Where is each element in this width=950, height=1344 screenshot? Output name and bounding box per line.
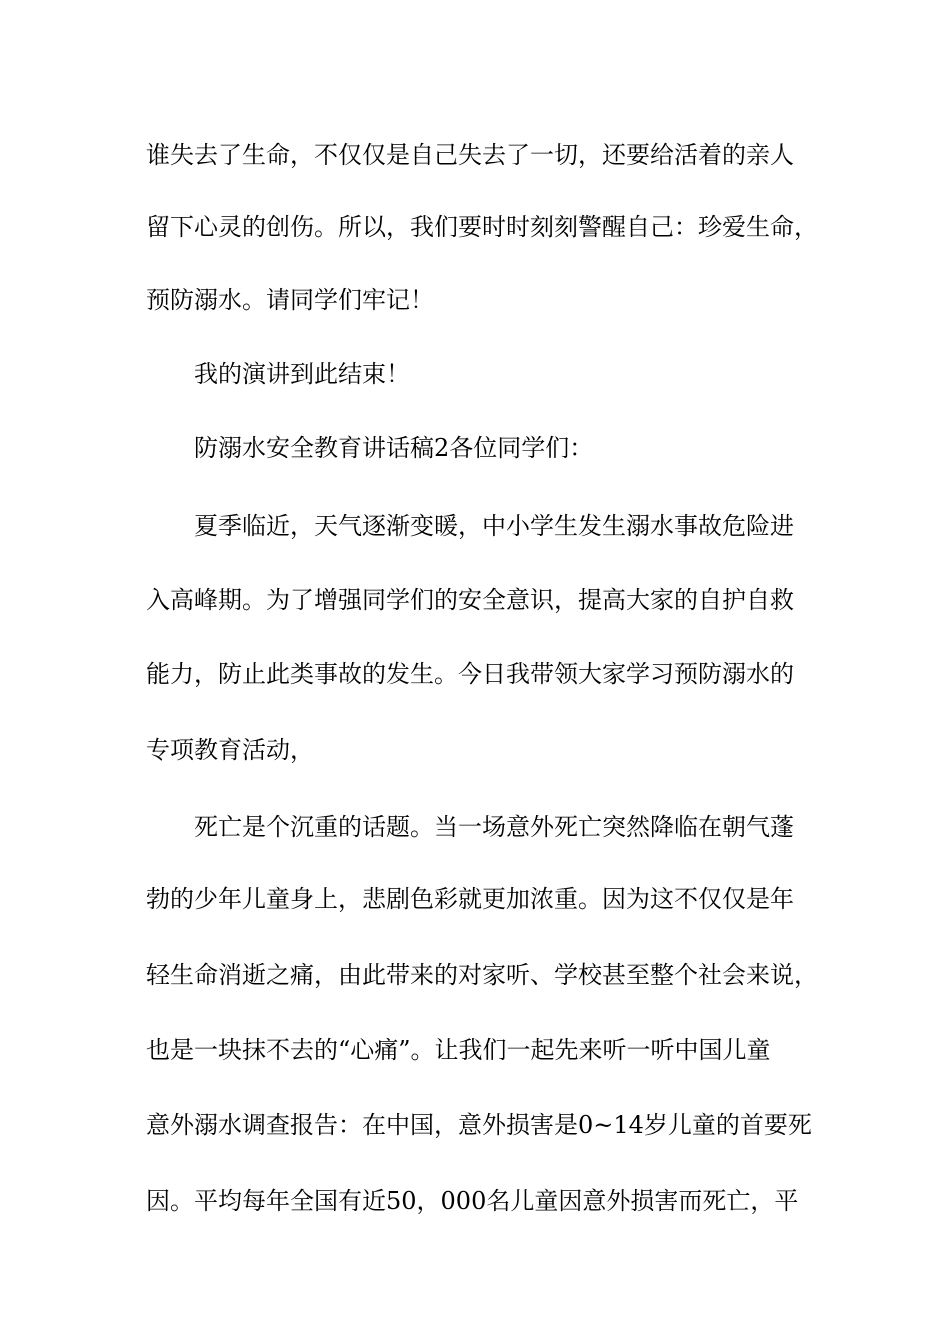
text-line-3: 预防溺水。请同学们牢记！: [146, 286, 434, 314]
text-line-6: 夏季临近，天气逐渐变暖，中小学生发生溺水事故危险进: [194, 512, 794, 540]
text-line-11: 勃的少年儿童身上，悲剧色彩就更加浓重。因为这不仅仅是年: [146, 885, 794, 913]
text-line-15: 因。平均每年全国有近50，000名儿童因意外损害而死亡，平: [146, 1187, 799, 1215]
text-line-2: 留下心灵的创伤。所以，我们要时时刻刻警醒自己：珍爱生命，: [146, 213, 818, 241]
text-line-12: 轻生命消逝之痛，由此带来的对家听、学校甚至整个社会来说，: [146, 961, 818, 989]
text-line-1: 谁失去了生命，不仅仅是自己失去了一切，还要给活着的亲人: [146, 141, 794, 169]
text-line-13: 也是一块抹不去的“心痛”。让我们一起先来听一听中国儿童: [146, 1036, 771, 1064]
text-line-10: 死亡是个沉重的话题。当一场意外死亡突然降临在朝气蓬: [194, 813, 794, 841]
text-line-9: 专项教育活动，: [146, 736, 314, 764]
text-line-8: 能力，防止此类事故的发生。今日我带领大家学习预防溺水的: [146, 660, 794, 688]
text-line-4: 我的演讲到此结束！: [194, 360, 410, 388]
text-line-7: 入高峰期。为了增强同学们的安全意识，提高大家的自护自救: [146, 586, 794, 614]
text-line-5: 防溺水安全教育讲话稿2各位同学们：: [194, 434, 594, 462]
text-line-14: 意外溺水调查报告：在中国，意外损害是0~14岁儿童的首要死: [146, 1111, 812, 1139]
